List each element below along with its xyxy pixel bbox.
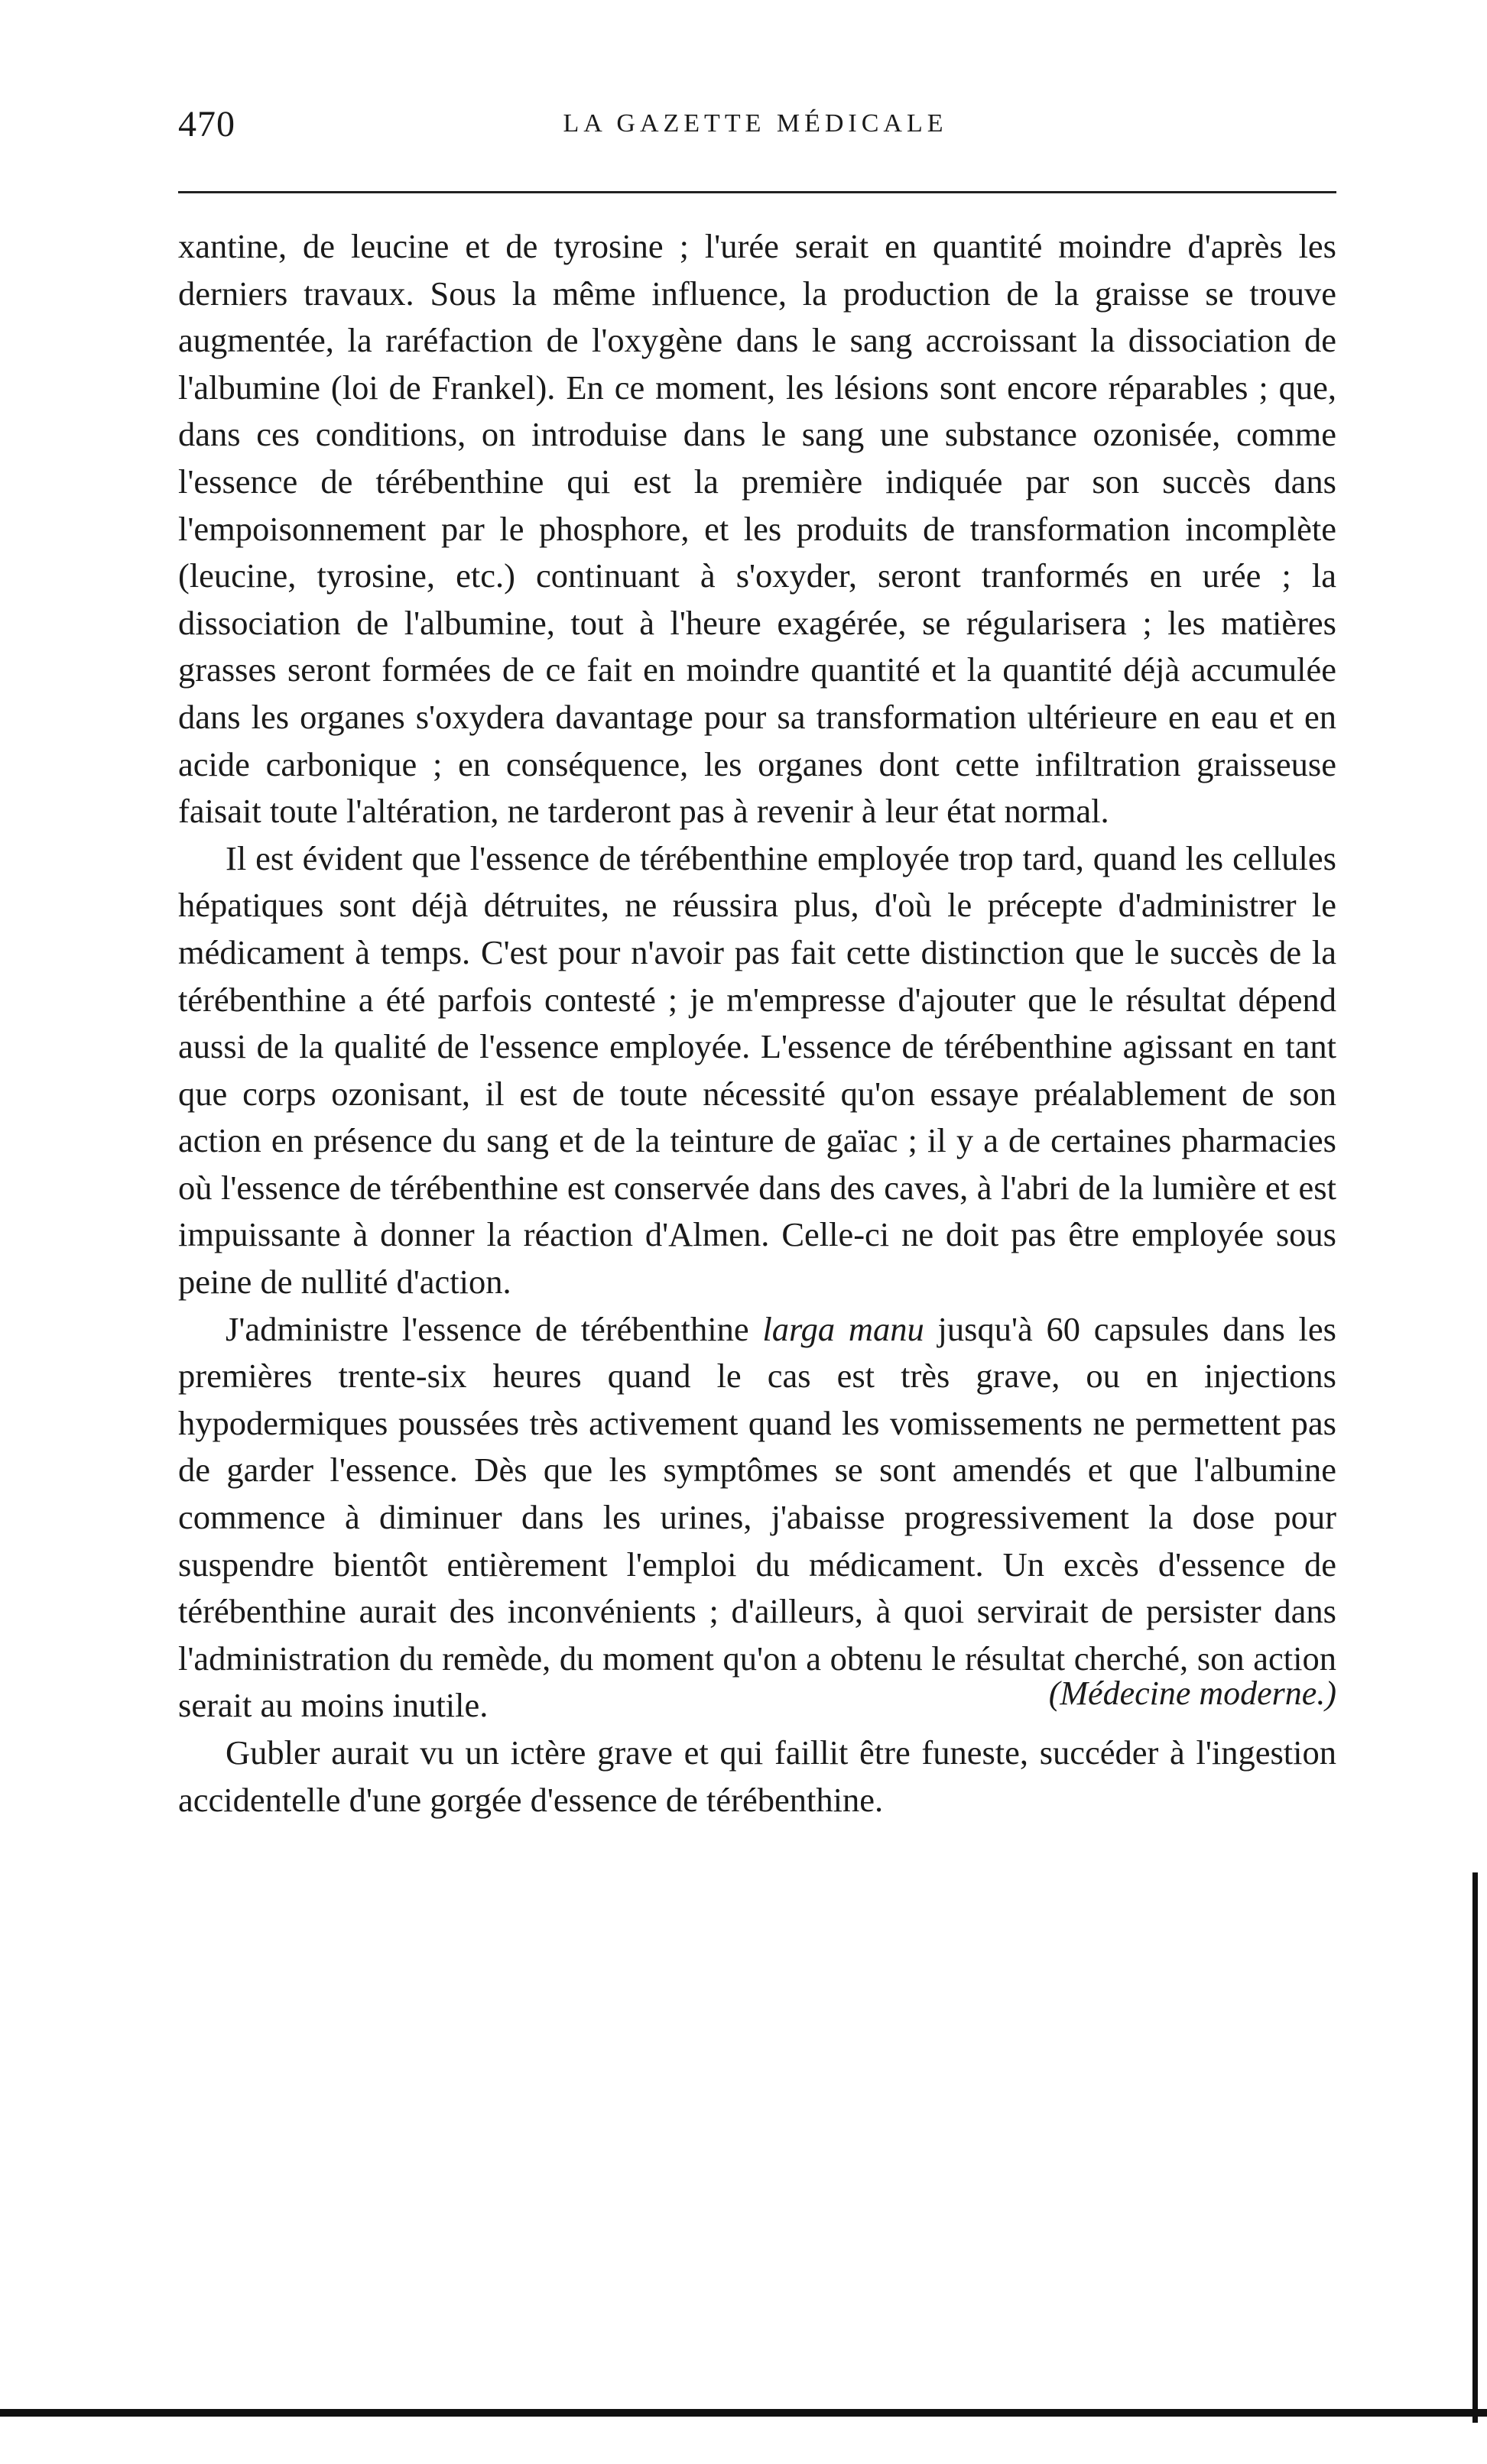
paragraph-1: xantine, de leucine et de tyrosine ; l'urée serait en quantité moindre d'après les derniers travaux. Sous la même influence, la production de la graisse se trouve augmentée, la raréfaction de l'oxygène dans le sang accroissant la dissociation de l'albumine (loi de Frankel). En ce moment, les lésions sont encore réparables ; que, dans ces conditions, on introduise dans le sang une substance ozonisée, comme l'essence de térébenthine qui est la première indiquée par son succès dans l'empoisonnement par le phosphore, et les produits de transformation incomplète (leucine, tyrosine, etc.) continuant à s'oxyder, seront tranformés en urée ; la dissociation de l'albumine, tout à l'heure exagérée, se régularisera ; les matières grasses seront formées de ce fait en moindre quantité et la quantité déjà accumulée dans les organes s'oxydera davantage pour sa transformation ultérieure en eau et en acide carbonique ; en conséquence, les organes dont cette infiltration graisseuse faisait toute l'altération, ne tarderont pas à revenir à leur état normal. — [178, 227, 1336, 831]
paragraph-2: Il est évident que l'essence de térébenthine employée trop tard, quand les cellules hépatiques sont déjà détruites, ne réussira plus, d'où le précepte d'administrer le médicament à temps. C'est pour n'avoir pas fait cette distinction que le succès de la térébenthine a été parfois contesté ; je m'empresse d'ajouter que le résultat dépend aussi de la qualité de l'essence employée. L'essence de térébenthine agissant en tant que corps ozonisant, il est de toute nécessité qu'on essaye préalablement de son action en présence du sang et de la teinture de gaïac ; il y a de certaines pharmacies où l'essence de térébenthine est conservée dans des caves, à l'abri de la lumière et est impuissante à donner la réaction d'Almen. Celle-ci ne doit pas être employée sous peine de nullité d'action. — [178, 838, 1336, 1302]
paragraph-4: Gubler aurait vu un ictère grave et qui faillit être funeste, succéder à l'ingestion accidentelle d'une gorgée d'essence de térébenthine. — [178, 1733, 1336, 1819]
running-title: LA GAZETTE MÉDICALE — [563, 109, 948, 138]
scan-edge-bottom — [0, 2409, 1487, 2417]
source-citation: (Médecine moderne.) — [1048, 1675, 1336, 1712]
paragraph-3 — [178, 1306, 1336, 1730]
page-number: 470 — [178, 104, 235, 144]
paragraph-3-after: jusqu'à 60 capsules dans les premières trente-six heures quand le cas est très grave, ou en injections hypodermiques poussées très activement quand les vomissements ne permettent pas de garder l'essence. Dès que les symptômes se sont amendés et que l'albumine commence à diminuer dans les urines, j'abaisse progressivement la dose pour suspendre bientôt entièrement l'emploi du médicament. Un excès d'essence de térébenthine aurait des inconvénients ; d'ailleurs, à quoi servirait de persister dans l'administration du remède, du moment qu'on a obtenu le résultat cherché, son action serait au moins inutile. — [178, 1309, 1336, 1725]
scan-edge-right — [1472, 1872, 1478, 2423]
latin-phrase: larga manu — [762, 1309, 924, 1348]
article-body — [178, 223, 1336, 1824]
header-rule — [178, 191, 1336, 193]
page-header — [178, 103, 1333, 157]
paragraph-3-before: J'administre l'essence de térébenthine — [226, 1309, 763, 1348]
